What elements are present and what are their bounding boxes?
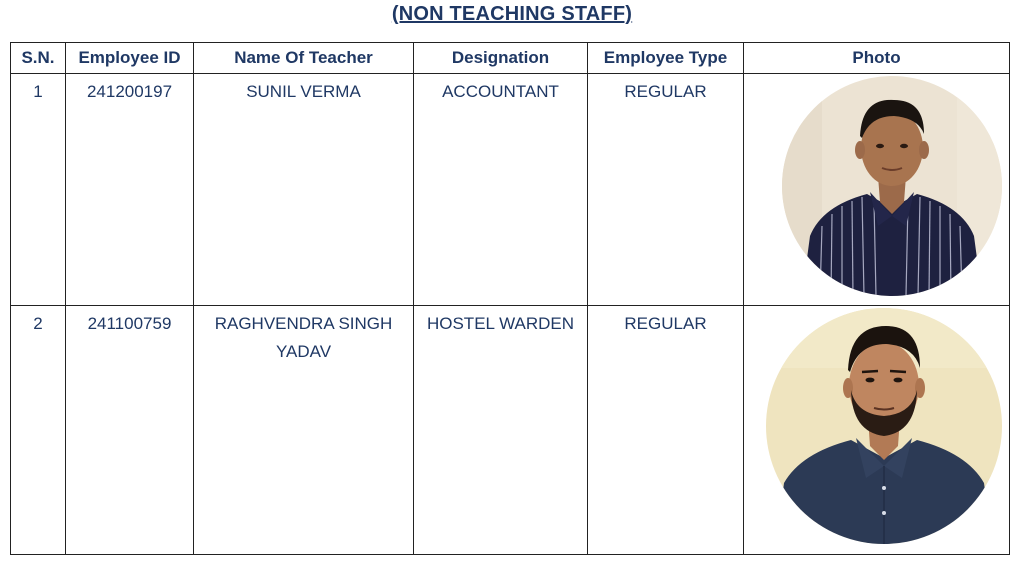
cell-sn: 1 xyxy=(11,74,66,306)
table-row xyxy=(11,74,1010,306)
header-name: Name Of Teacher xyxy=(194,43,414,74)
cell-photo xyxy=(744,306,1010,555)
person-photo-icon xyxy=(766,308,1002,544)
cell-name: SUNIL VERMA xyxy=(194,74,414,306)
cell-sn: 2 xyxy=(11,306,66,555)
table-row xyxy=(11,306,1010,555)
person-photo-icon xyxy=(782,76,1002,296)
cell-name: RAGHVENDRA SINGH YADAV xyxy=(194,306,414,555)
cell-designation: HOSTEL WARDEN xyxy=(414,306,588,555)
header-designation: Designation xyxy=(414,43,588,74)
staff-table xyxy=(10,42,1010,555)
cell-photo xyxy=(744,74,1010,306)
cell-employee-id: 241200197 xyxy=(66,74,194,306)
header-photo: Photo xyxy=(744,43,1010,74)
cell-designation: ACCOUNTANT xyxy=(414,74,588,306)
header-sn: S.N. xyxy=(11,43,66,74)
cell-employee-id: 241100759 xyxy=(66,306,194,555)
header-employee-type: Employee Type xyxy=(588,43,744,74)
page-title: (NON TEACHING STAFF) xyxy=(391,3,633,25)
cell-employee-type: REGULAR xyxy=(588,74,744,306)
table-header-row xyxy=(11,43,1010,74)
cell-employee-type: REGULAR xyxy=(588,306,744,555)
header-employee-id: Employee ID xyxy=(66,43,194,74)
